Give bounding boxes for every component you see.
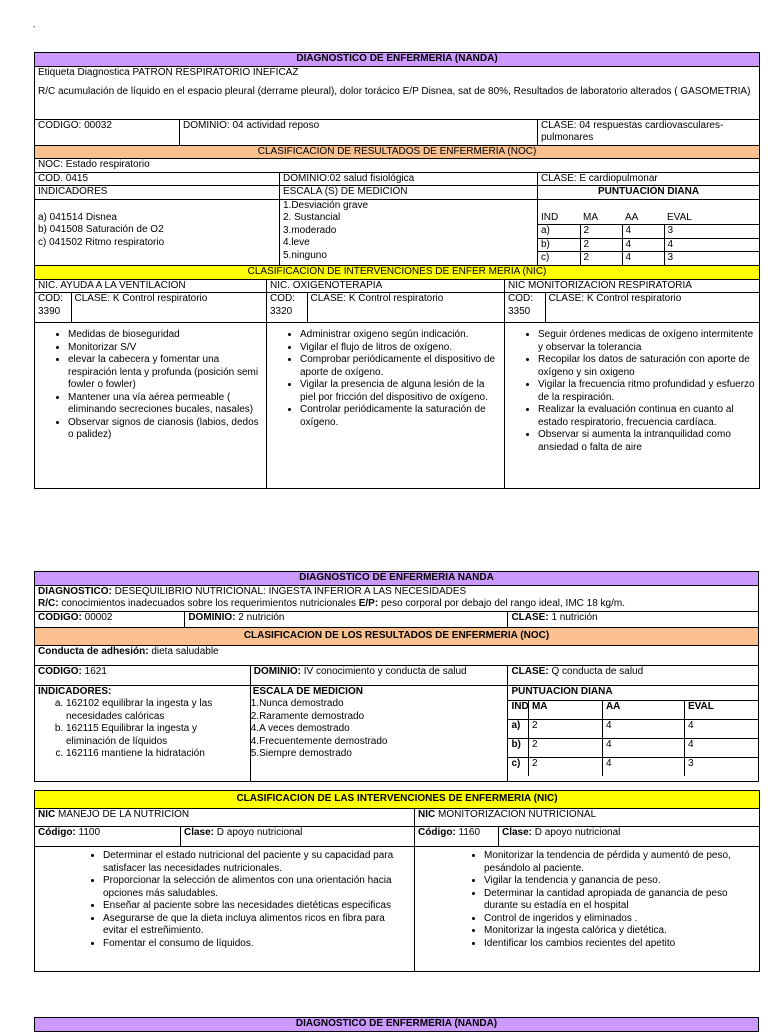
t1-score-c-eval: 3 — [664, 252, 759, 265]
t1-score-head-aa: AA — [625, 211, 639, 223]
t2-act-2-3: • Determinar la cantidad apropiada de ganancia de peso durante su estadía en el hospital — [484, 888, 756, 913]
t1-indicador-b: b) 041508 Saturación de O2 — [38, 224, 164, 235]
t2-cod-1 — [35, 827, 181, 847]
t1-nic-2-code-table — [267, 293, 504, 322]
t1-act-3-3: • Vigilar la frecuencia ritmo profundidad y esfuerzo de la respiración. — [538, 379, 756, 404]
t1-score-b-eval: 4 — [664, 238, 759, 252]
t1-nic-1: NIC. AYUDA A LA VENTILACION — [35, 279, 267, 293]
t1-codigo: CODIGO: 00032 — [35, 119, 180, 145]
t2-noc-header: CLASIFICACION DE LOS RESULTADOS DE ENFERMERIA (NOC) — [35, 627, 759, 645]
t2-nic-2-value: MONITORIZACIÓN NUTRICIONAL — [435, 809, 597, 820]
t1-escala-3: 3.moderado — [283, 224, 337, 236]
t2-score-table — [508, 700, 758, 777]
t1-dominio2: DOMINIO:02 salud fisiológica — [280, 172, 538, 186]
t1-indicador-a: a) 041514 Disnea — [38, 211, 117, 223]
t1-act-3-4: • Realizar la evaluación continua en cuanto al estado respiratorio, frecuencia cardíaca. — [538, 404, 756, 429]
t1-act-2-1: • Administrar oxigeno según indicación. — [300, 329, 501, 342]
t1-actividades-2 — [267, 323, 505, 489]
t2-dominio-value: 2 nutrición — [235, 611, 285, 623]
t2-conducta-label: Conducta de adhesión: — [38, 645, 149, 657]
t2-escala-4: 4.Frecuentemente demostrado — [250, 735, 388, 747]
t2-nic-2-label: NIC — [418, 809, 436, 820]
t2-ep-label: E/P: — [358, 598, 379, 609]
t2-clase-label: CLASE: — [511, 611, 549, 623]
t2-cod-1-value: 1100 — [75, 827, 101, 838]
t1-indicadores-list — [35, 199, 280, 265]
t1-escala-head: ESCALA (S) DE MEDICIÓN — [280, 186, 538, 200]
t2-dominio — [185, 611, 508, 627]
t2-indicadores-head: INDICADORES: — [38, 685, 112, 697]
t1-score-c-ma: 2 — [580, 252, 622, 265]
t1-escala-5: 5.ninguno — [283, 249, 327, 261]
t2-score-b-eval: 4 — [684, 738, 758, 757]
t2-act-2-6: • Identificar los cambios recientes del apetito — [484, 938, 756, 951]
nanda-table-1-nic — [34, 265, 760, 489]
t2-codigo — [35, 611, 185, 627]
t1-puntuacion-head: PUNTUACIÓN DIANA — [538, 186, 760, 200]
t2-actividades-2 — [415, 847, 760, 972]
t1-escala-4: 4.leve — [283, 237, 310, 248]
t2-act-1-5: • Fomentar el consumo de líquidos. — [103, 938, 411, 951]
t2-score-c-ind: c) — [508, 757, 528, 776]
t2-score-b-ma: 2 — [528, 738, 602, 757]
t1-etiqueta: Etiqueta Diagnostica PATRON RESPIRATORIO INEFICAZ — [38, 66, 299, 78]
t1-escala-2: 2. Sustancial — [283, 212, 341, 223]
t2-act-2-4: • Control de ingeridos y eliminados . — [484, 913, 756, 926]
t2-score-c-eval: 3 — [684, 757, 758, 776]
t1-act-2-3: • Comprobar periódicamente el dispositivo de aporte de oxígeno. — [300, 354, 501, 379]
t2-indicadores-cell — [35, 685, 251, 781]
t1-diagnosis-cell — [35, 66, 760, 119]
t2-score-c-ma: 2 — [528, 757, 602, 776]
t2-indicador-a: a. 162102 equilibrar la ingesta y las necesidades calóricas — [66, 698, 247, 723]
t2-clase — [508, 611, 759, 627]
t1-score-a-ind: a) — [538, 225, 580, 239]
t1-nic-3: NIC MONITORIZACION RESPIRATORIA — [505, 279, 760, 293]
t2-codigo2-value: 1621 — [81, 665, 107, 677]
nanda-table-2-nic — [34, 790, 760, 972]
t1-cod-2: COD: 3320 — [267, 293, 307, 322]
t2-act-1-1: • Determinar el estado nutricional del paciente y su capacidad para satisfacer las necesidades nutricionales. — [103, 850, 411, 875]
t2-score-a-aa: 4 — [602, 719, 684, 738]
t1-score-a-aa: 4 — [622, 225, 664, 239]
t2-escala-cell — [250, 685, 508, 781]
t1-act-3-1: • Seguir órdenes medicas de oxígeno intermitente y observar la tolerancia — [538, 329, 756, 354]
t2-clase-value: 1 nutrición — [548, 611, 598, 623]
t1-score-a-ma: 2 — [580, 225, 622, 239]
t1-act-3-5: • Observar si aumenta la intranquilidad como ansiedad o falta de aire — [538, 429, 756, 454]
t1-actividades-3 — [505, 323, 760, 489]
t2-dominio2 — [250, 665, 508, 685]
t1-act-2-5: • Controlar periódicamente la saturación de oxígeno. — [300, 404, 501, 429]
t1-nic-1-code-table — [35, 293, 266, 322]
t1-indicadores-head: INDICADORES — [35, 186, 280, 200]
t2-score-cell — [508, 685, 759, 781]
t2-score-head-aa: AA — [602, 700, 684, 719]
t1-act-1-4: • Mantener una vía aérea permeable ( eliminando secreciones bucales, nasales) — [68, 392, 263, 417]
t1-score-a-eval: 3 — [664, 225, 759, 239]
t2-rc-line — [38, 598, 755, 611]
t1-score-table — [538, 212, 759, 265]
t1-list-3 — [508, 329, 756, 454]
t2-rc-label: R/C: — [38, 598, 59, 609]
t2-conducta — [35, 645, 759, 665]
t2-act-1-3: • Enseñar al paciente sobre las necesidades dietéticas especificas — [103, 900, 411, 913]
t2-rc-text: conocimientos inadecuados sobre los requerimientos nutricionales — [58, 598, 359, 609]
nanda-table-3 — [34, 1017, 759, 1032]
t1-act-1-3: • elevar la cabecera y fomentar una respiración lenta y profunda (posición semi fowler o fowler) — [68, 354, 263, 392]
t1-act-1-5: • Observar signos de cianosis (labios, dedos o palidez) — [68, 417, 263, 442]
t2-list-1 — [38, 850, 411, 950]
t1-escala-list — [280, 199, 538, 265]
t2-clase2-label: CLASE: — [511, 665, 549, 677]
t2-cod-2-label: Código: — [418, 827, 456, 838]
t2-score-b-ind: b) — [508, 738, 528, 757]
t2-act-2-5: • Monitorizar la ingesta calórica y dietética. — [484, 925, 756, 938]
t1-nic-3-code-cell — [505, 293, 760, 323]
t1-list-1 — [38, 329, 263, 442]
t1-nic-3-code-table — [505, 293, 759, 322]
t2-escala-head: ESCALA DE MEDICION — [252, 685, 363, 697]
t1-act-2-2: • Vigilar el flujo de litros de oxígeno. — [300, 342, 501, 355]
t1-score-c-aa: 4 — [622, 252, 664, 265]
t1-clase-2: CLASE: K Control respiratorio — [310, 293, 444, 304]
t2-dominio2-value: IV conocimiento y conducta de salud — [300, 665, 467, 677]
t2-diagnosis-cell — [35, 585, 759, 611]
t2-header: DIAGNOSTICO DE ENFERMERIA NANDA — [35, 572, 759, 586]
t2-puntuacion-head: PUNTUACION DIANA — [511, 685, 613, 697]
t1-score-c-ind: c) — [538, 252, 580, 265]
t2-score-b-aa: 4 — [602, 738, 684, 757]
t2-diag-label: DIAGNOSTICO: — [38, 585, 112, 597]
t1-act-3-2: • Recopilar los datos de saturación con aporte de oxígeno y sin oxigeno — [538, 354, 756, 379]
t1-dominio: DOMINIO: 04 actividad reposo — [180, 119, 538, 145]
t2-clase-1-label: Clase: — [184, 827, 215, 838]
t2-score-a-ind: a) — [508, 719, 528, 738]
t2-score-c-aa: 4 — [602, 757, 684, 776]
t2-nic-1 — [35, 809, 415, 827]
t1-cod-1: COD: 3390 — [35, 293, 71, 322]
t2-escala-2: 2.Raramente demostrado — [250, 710, 365, 722]
t1-score-b-ma: 2 — [580, 238, 622, 252]
t1-score-head-eval: EVAL — [667, 211, 692, 223]
t1-actividades-1 — [35, 323, 267, 489]
t2-ep-text: peso corporal por debajo del rango ideal, IMC 18 kg/m. — [378, 598, 625, 609]
t1-act-1-1: • Medidas de bioseguridad — [68, 329, 263, 342]
stray-mark: ´ — [33, 25, 36, 35]
t1-nic-header: CLASIFICACIÓN DE INTERVENCIONES DE ENFER MERÍA (NIC) — [35, 266, 760, 280]
t2-nic-header: CLASIFICACION DE LAS INTERVENCIONES DE ENFERMERIA (NIC) — [35, 791, 760, 809]
t2-score-head-eval: EVAL — [684, 700, 758, 719]
t1-clase: CLASE: 04 respuestas cardiovasculares- pulmonares — [538, 119, 760, 145]
t1-clase-1: CLASE: K Control respiratorio — [74, 293, 208, 304]
t2-codigo-value: 00002 — [81, 611, 113, 623]
t2-cod-1-label: Código: — [38, 827, 76, 838]
t2-act-1-2: • Proporcionar la selección de alimentos con una orientación hacia opciones más saludables. — [103, 875, 411, 900]
t1-score-head-ma: MA — [583, 211, 598, 223]
t2-clase-2 — [499, 827, 760, 847]
t1-nic-2: NIC. OXIGENOTERAPIA — [267, 279, 505, 293]
t2-diagnostico — [38, 586, 755, 599]
nanda-table-1 — [34, 52, 760, 266]
t1-noc-header: CLASIFICACIÓN DE RESULTADOS DE ENFERMERÍA (NOC) — [35, 145, 760, 159]
t2-dominio-label: DOMINIO: — [188, 611, 236, 623]
t2-nic-2 — [415, 809, 760, 827]
t1-score-head-ind: IND — [541, 211, 559, 223]
t2-score-head-ind: IND — [508, 700, 528, 719]
t1-score-cell — [538, 199, 760, 265]
t1-nic-1-code-cell — [35, 293, 267, 323]
t2-act-2-2: • Vigilar la tendencia y ganancia de peso. — [484, 875, 756, 888]
t1-noc: NOC: Estado respiratorio — [35, 159, 760, 173]
t1-nic-2-code-cell — [267, 293, 505, 323]
t2-nic-1-label: NIC — [38, 809, 56, 820]
t2-act-1-4: • Asegurarse de que la dieta incluya alimentos ricos en fibra para evitar el estreñimiento. — [103, 913, 411, 938]
t1-act-1-2: • Monitorizar S/V — [68, 342, 263, 355]
t2-act-2-1: • Monitorizar la tendencia de pérdida y aumentó de peso, pesándolo al paciente. — [484, 850, 756, 875]
t2-escala-5: 5.Siempre demostrado — [250, 748, 352, 759]
t2-clase-1 — [181, 827, 415, 847]
t2-dominio2-label: DOMINIO: — [253, 665, 301, 677]
t2-indicadores-list — [38, 698, 247, 761]
t1-act-2-4: • Vigilar la presencia de alguna lesión de la piel por fricción del dispositivo de oxígeno. — [300, 379, 501, 404]
t2-clase2 — [508, 665, 759, 685]
t2-escala-1: 1.Nunca demostrado — [250, 698, 344, 709]
t2-indicador-c: c. 162116 mantiene la hidratación — [66, 748, 247, 761]
t1-clase-3: CLASE: K Control respiratorio — [548, 293, 682, 304]
t2-codigo2-label: CODIGO: — [38, 665, 82, 677]
t2-clase-2-label: Clase: — [502, 827, 533, 838]
t2-score-a-eval: 4 — [684, 719, 758, 738]
t2-nic-1-value: MANEJO DE LA NUTRICIÓN — [55, 809, 190, 820]
t1-list-2 — [270, 329, 501, 429]
t2-cod-2-value: 1160 — [455, 827, 481, 838]
t2-actividades-1 — [35, 847, 415, 972]
t2-cod-2 — [415, 827, 499, 847]
t1-score-b-ind: b) — [538, 238, 580, 252]
t2-codigo2 — [35, 665, 251, 685]
t1-escala-1: 1.Desviación grave — [283, 199, 369, 211]
t1-rc: R/C acumulación de líquido en el espacio pleural (derrame pleural), dolor torácico E/P Disnea, sat de 80%, Resultados de laboratorio alterados ( GASOMETRIA) — [38, 86, 751, 97]
t1-cod: COD. 0415 — [35, 172, 280, 186]
t2-conducta-value: dieta saludable — [148, 645, 219, 657]
t3-header: DIAGNOSTICO DE ENFERMERÍA (NANDA) — [35, 1018, 759, 1032]
t2-score-head-ma: MA — [528, 700, 602, 719]
t2-diag-text: DESEQUILIBRIO NUTRICIONAL: INGESTA INFERIOR A LAS NECESIDADES — [111, 585, 467, 597]
t1-clase2: CLASE: E cardiopulmonar — [538, 172, 760, 186]
t2-score-a-ma: 2 — [528, 719, 602, 738]
t2-clase2-value: Q conducta de salud — [548, 665, 644, 677]
nanda-table-2 — [34, 571, 759, 782]
t2-indicador-b: b. 162115 Equilibrar la ingesta y eliminación de líquidos — [66, 723, 247, 748]
t2-list-2 — [418, 850, 756, 950]
t2-clase-2-value: D apoyo nutricional — [532, 827, 621, 838]
t1-header: DIAGNOSTICO DE ENFERMERÍA (NANDA) — [35, 53, 760, 67]
t2-codigo-label: CODIGO: — [38, 611, 82, 623]
t1-score-b-aa: 4 — [622, 238, 664, 252]
t2-escala-3: 4.A veces demostrado — [250, 723, 350, 734]
t2-clase-1-value: D apoyo nutricional — [214, 827, 303, 838]
t1-cod-3: COD: 3350 — [505, 293, 545, 322]
t1-indicador-c: c) 041502 Ritmo respiratorio — [38, 236, 165, 248]
